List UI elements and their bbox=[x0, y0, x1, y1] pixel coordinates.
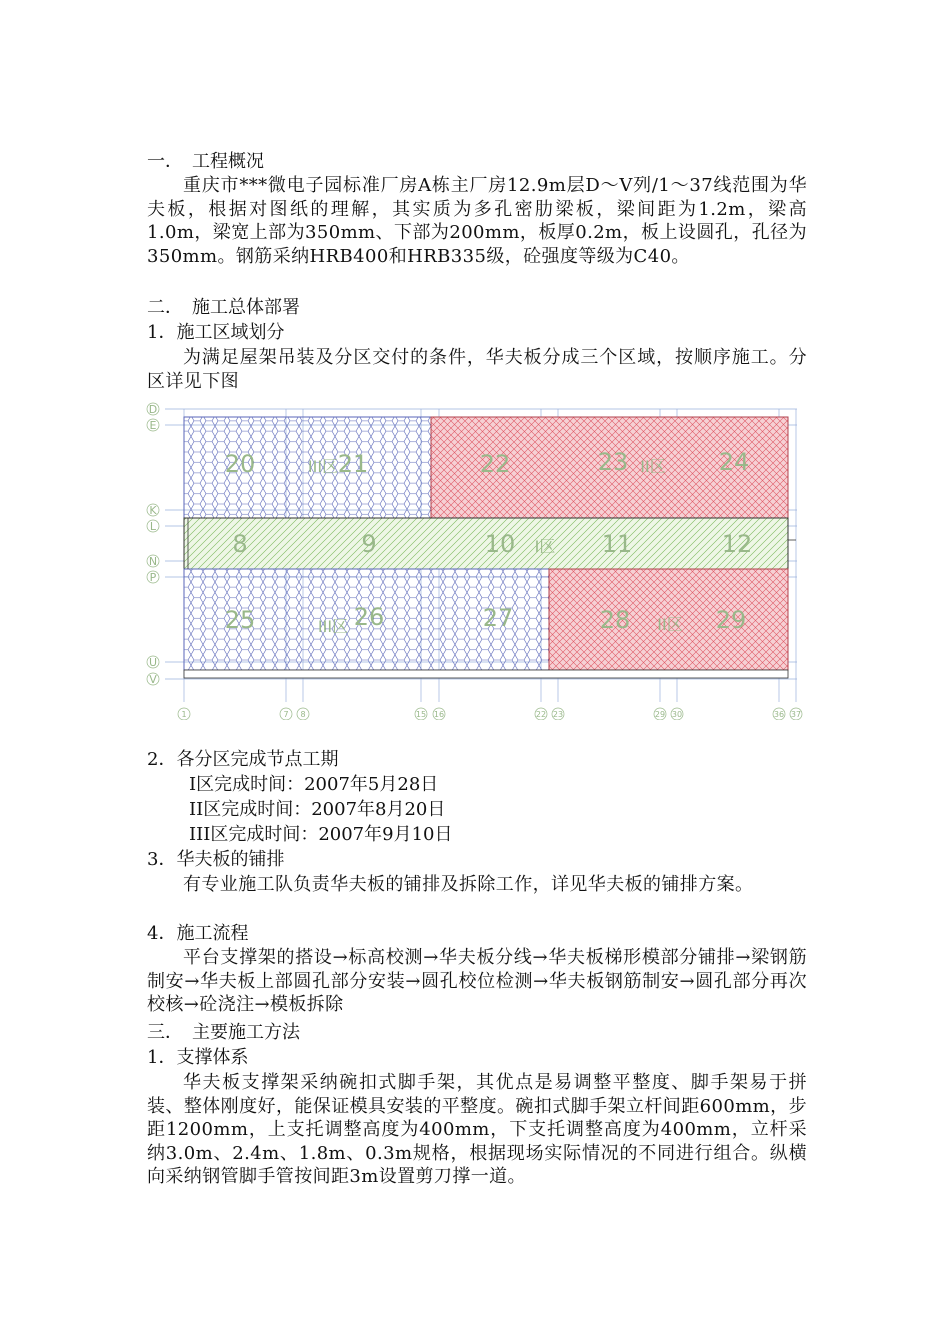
cell-label: 21 bbox=[337, 450, 369, 478]
column-axis-label: 16 bbox=[433, 710, 445, 719]
section-3-1-title: 1．支撑体系 bbox=[147, 1047, 249, 1068]
section-2-1-title: 1．施工区域划分 bbox=[147, 322, 285, 343]
zone-bottom-strip bbox=[184, 670, 788, 678]
zone-name-label: II区 bbox=[657, 615, 683, 634]
section-3-heading: 三． 主要施工方法 bbox=[147, 1022, 300, 1043]
row-axis-label: E bbox=[149, 419, 157, 432]
section-3-1-body: 华夫板支撑架采纳碗扣式脚手架，其优点是易调整平整度、脚手架易于拼装、整体刚度好，能保证模具安装的平整度。碗扣式脚手架立杆间距600mm，步距1200mm，上支托调整高度为400mm，下支托调整高度为400mm，立杆采纳3.0m、2.4m、1.8m、0.3m规格，根据现场实际情况的不同进行组合。纵横向采纳钢管脚手管按间距3m设置剪刀撑一道。 bbox=[147, 1072, 807, 1187]
zone-name-label: I区 bbox=[534, 537, 556, 556]
column-axis-label: 29 bbox=[654, 710, 666, 719]
column-axis-label: 8 bbox=[300, 710, 306, 719]
cell-label: 29 bbox=[715, 606, 747, 634]
cell-label: 24 bbox=[718, 448, 750, 476]
cell-label: 10 bbox=[484, 530, 516, 558]
column-axis-label: 37 bbox=[790, 710, 802, 719]
cell-label: 8 bbox=[232, 530, 248, 558]
section-2-1-body: 为满足屋架吊装及分区交付的条件，华夫板分成三个区域，按顺序施工。分区详见下图 bbox=[147, 347, 807, 392]
column-axis-label: 15 bbox=[415, 710, 427, 719]
cell-label: 28 bbox=[599, 606, 631, 634]
cell-label: 25 bbox=[224, 606, 256, 634]
section-2-3-title: 3．华夫板的铺排 bbox=[147, 849, 285, 870]
zone-3-completion: III区完成时间：2007年9月10日 bbox=[189, 824, 453, 845]
cell-label: 23 bbox=[597, 448, 629, 476]
zone-name-label: II区 bbox=[640, 457, 666, 476]
zone-name-label: III区 bbox=[307, 457, 339, 476]
column-axis-label: 7 bbox=[283, 710, 289, 719]
column-axis-label: 36 bbox=[773, 710, 785, 719]
cell-label: 27 bbox=[482, 604, 514, 632]
row-axis-labels bbox=[149, 403, 158, 686]
section-2-heading: 二． 施工总体部署 bbox=[147, 297, 300, 318]
zone-division-plan bbox=[143, 400, 811, 720]
column-axis-label: 23 bbox=[552, 710, 564, 719]
cell-label: 12 bbox=[721, 530, 753, 558]
section-2-2-title: 2．各分区完成节点工期 bbox=[147, 749, 339, 770]
row-axis-label: N bbox=[148, 555, 158, 568]
section-1-heading: 一． 工程概况 bbox=[147, 151, 264, 172]
column-axis-label: 30 bbox=[671, 710, 683, 719]
section-2-4-body: 平台支撑架的搭设→标高校测→华夫板分线→华夫板梯形模部分铺排→梁钢筋制安→华夫板上部圆孔部分安装→圆孔校位检测→华夫板钢筋制安→圆孔部分再次校核→砼浇注→模板拆除 bbox=[147, 947, 807, 1015]
cell-label: 22 bbox=[479, 450, 511, 478]
zone-1-completion: I区完成时间：2007年5月28日 bbox=[189, 774, 439, 795]
zone-name-label: III区 bbox=[317, 617, 349, 636]
row-axis-label: K bbox=[149, 504, 157, 517]
cell-label: 26 bbox=[353, 603, 385, 631]
row-axis-label: P bbox=[149, 571, 157, 584]
section-1-body: 重庆市***微电子园标准厂房A栋主厂房12.9m层D～V列/1～37线范围为华夫板，根据对图纸的理解，其实质为多孔密肋梁板，梁间距为1.2m，梁高1.0m，梁宽上部为350mm、下部为200mm，板厚0.2m，板上设圆孔，孔径为350mm。钢筋采纳HRB400和HRB335级，砼强度等级为C40。 bbox=[147, 175, 807, 267]
cell-label: 9 bbox=[361, 530, 377, 558]
column-axis-labels bbox=[181, 710, 801, 719]
section-2-4-title: 4．施工流程 bbox=[147, 923, 249, 944]
column-axis-label: 22 bbox=[535, 710, 547, 719]
row-axis-label: U bbox=[148, 656, 158, 669]
row-axis-label: L bbox=[149, 520, 157, 533]
section-2-3-body: 有专业施工队负责华夫板的铺排及拆除工作，详见华夫板的铺排方案。 bbox=[183, 874, 754, 895]
cell-label: 20 bbox=[224, 450, 256, 478]
column-axis-label: 1 bbox=[181, 710, 187, 719]
zone-2-completion: II区完成时间：2007年8月20日 bbox=[189, 799, 446, 820]
row-axis-label: V bbox=[149, 673, 157, 686]
cell-label: 11 bbox=[601, 530, 633, 558]
row-axis-label: D bbox=[148, 403, 158, 416]
